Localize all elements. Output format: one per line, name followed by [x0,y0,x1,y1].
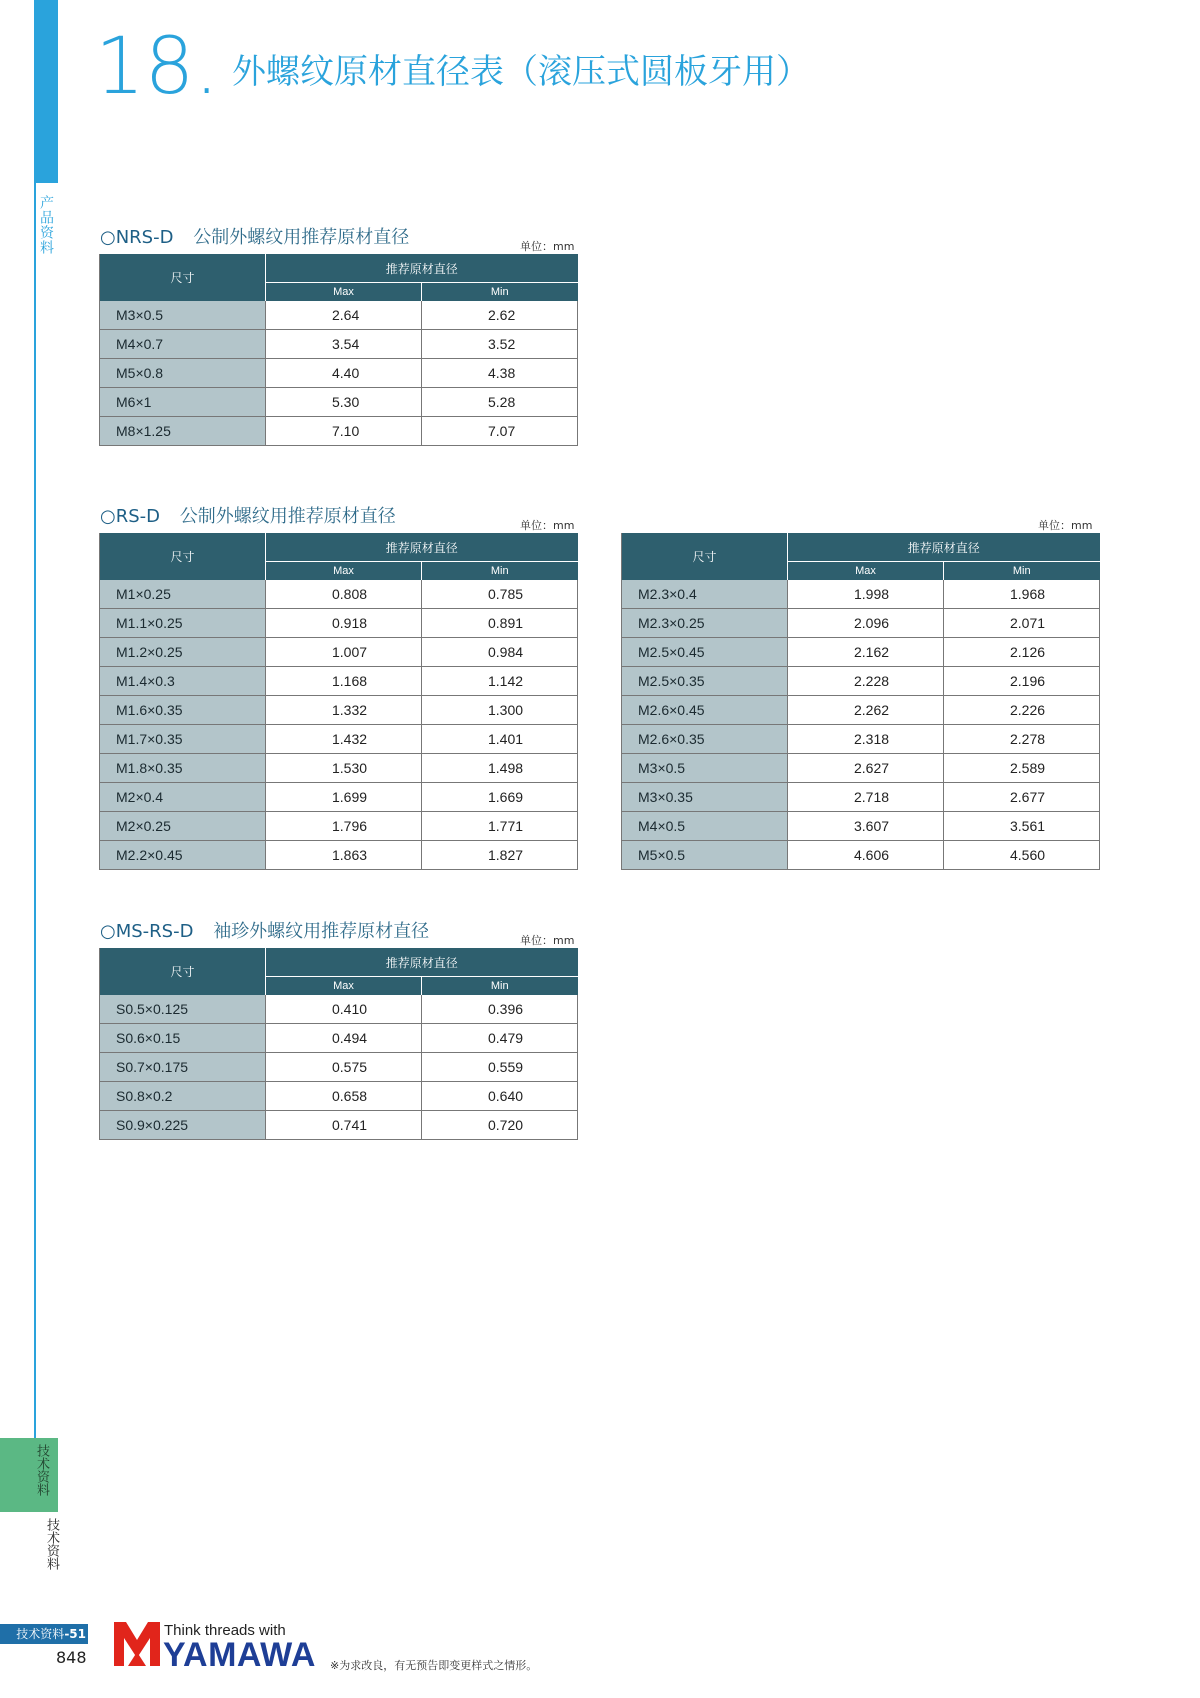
max-cell: 0.575 [266,1053,422,1082]
size-cell: M5×0.8 [100,359,266,388]
max-cell: 1.796 [266,812,422,841]
min-cell: 2.071 [944,609,1100,638]
min-cell: 2.278 [944,725,1100,754]
max-cell: 1.168 [266,667,422,696]
side-tab-label: 技术资料 [34,1444,49,1496]
table-row [100,638,578,667]
section-number: 18. [95,22,220,112]
table-row [622,754,1100,783]
table-row [100,301,578,330]
table-caption: 袖珍外螺纹用推荐原材直径 [213,921,430,942]
max-cell: 0.410 [266,995,422,1024]
max-cell: 2.262 [788,696,944,725]
table-row [622,696,1100,725]
max-cell: 3.54 [266,330,422,359]
table-row [622,667,1100,696]
size-cell: M2.5×0.45 [622,638,788,667]
max-cell: 0.808 [266,580,422,609]
max-cell: 1.332 [266,696,422,725]
min-cell: 5.28 [422,388,578,417]
min-cell: 0.785 [422,580,578,609]
min-cell: 1.827 [422,841,578,870]
size-cell: M4×0.5 [622,812,788,841]
side-label-product: 产品资料 [38,195,54,255]
max-cell: 2.096 [788,609,944,638]
min-cell: 4.38 [422,359,578,388]
table-code: ○NRS-D [100,227,174,248]
table-row [100,1053,578,1082]
max-cell: 2.718 [788,783,944,812]
min-cell: 1.669 [422,783,578,812]
min-cell: 0.984 [422,638,578,667]
size-cell: M1.7×0.35 [100,725,266,754]
table-row [100,812,578,841]
table-row [100,359,578,388]
min-cell: 0.479 [422,1024,578,1053]
footer-section-label: 技术资料 [16,1627,65,1641]
yamawa-logo-icon [114,1622,160,1666]
size-cell: M1×0.25 [100,580,266,609]
max-cell: 1.530 [266,754,422,783]
max-cell: 2.64 [266,301,422,330]
max-cell: 1.863 [266,841,422,870]
min-cell: 1.968 [944,580,1100,609]
size-cell: M5×0.5 [622,841,788,870]
size-cell: M8×1.25 [100,417,266,446]
side-accent-line [34,183,36,1453]
min-cell: 7.07 [422,417,578,446]
min-cell: 1.300 [422,696,578,725]
min-cell: 1.771 [422,812,578,841]
table-row [100,696,578,725]
min-cell: 3.561 [944,812,1100,841]
size-cell: M1.2×0.25 [100,638,266,667]
logo-tagline: Think threads with [164,1622,286,1639]
max-cell: 0.494 [266,1024,422,1053]
col-max-header: Max [266,977,422,996]
max-cell: 3.607 [788,812,944,841]
max-cell: 1.007 [266,638,422,667]
table-row [622,638,1100,667]
max-cell: 5.30 [266,388,422,417]
max-cell: 0.658 [266,1082,422,1111]
size-cell: M1.1×0.25 [100,609,266,638]
min-cell: 1.498 [422,754,578,783]
size-cell: M2.6×0.35 [622,725,788,754]
max-cell: 4.606 [788,841,944,870]
min-cell: 2.196 [944,667,1100,696]
side-accent-bar [34,0,58,183]
table-row [100,1082,578,1111]
size-cell: M4×0.7 [100,330,266,359]
min-cell: 4.560 [944,841,1100,870]
size-cell: M2.5×0.35 [622,667,788,696]
table-title-rs [100,502,396,528]
table-row [100,388,578,417]
col-group-header: 推荐原材直径 [266,948,578,977]
size-cell: S0.6×0.15 [100,1024,266,1053]
col-max-header: Max [266,562,422,581]
footer-section-page: -51 [64,1627,86,1641]
min-cell: 3.52 [422,330,578,359]
col-size-header: 尺寸 [100,533,266,580]
col-group-header: 推荐原材直径 [266,254,578,283]
table-row [100,1024,578,1053]
table-row [100,667,578,696]
col-min-header: Min [422,283,578,302]
unit-label: 单位：mm [1038,519,1093,532]
table-code: ○RS-D [100,506,160,527]
col-max-header: Max [788,562,944,581]
col-size-header: 尺寸 [100,948,266,995]
size-cell: M6×1 [100,388,266,417]
max-cell: 4.40 [266,359,422,388]
table-code: ○MS-RS-D [100,921,194,942]
size-cell: S0.5×0.125 [100,995,266,1024]
size-cell: M2.3×0.4 [622,580,788,609]
size-cell: M2.2×0.45 [100,841,266,870]
max-cell: 0.918 [266,609,422,638]
table-title-nrs [100,223,409,249]
size-cell: M2×0.4 [100,783,266,812]
table-caption: 公制外螺纹用推荐原材直径 [193,227,410,248]
min-cell: 2.589 [944,754,1100,783]
size-cell: M3×0.5 [100,301,266,330]
table-row [622,783,1100,812]
side-label-tech: 技术资料 [44,1518,59,1570]
table-row [100,783,578,812]
col-group-header: 推荐原材直径 [788,533,1100,562]
unit-label: 单位：mm [520,240,575,253]
size-cell: S0.8×0.2 [100,1082,266,1111]
col-min-header: Min [944,562,1100,581]
size-cell: M1.8×0.35 [100,754,266,783]
max-cell: 1.699 [266,783,422,812]
col-size-header: 尺寸 [622,533,788,580]
min-cell: 2.226 [944,696,1100,725]
size-cell: S0.7×0.175 [100,1053,266,1082]
max-cell: 2.162 [788,638,944,667]
max-cell: 2.228 [788,667,944,696]
max-cell: 0.741 [266,1111,422,1140]
col-max-header: Max [266,283,422,302]
table-row [622,725,1100,754]
min-cell: 0.559 [422,1053,578,1082]
table-row [100,1111,578,1140]
page-number: 848 [56,1648,87,1667]
spec-table [99,254,578,446]
min-cell: 1.142 [422,667,578,696]
max-cell: 2.318 [788,725,944,754]
max-cell: 2.627 [788,754,944,783]
unit-label: 单位：mm [520,934,575,947]
table-row [100,995,578,1024]
size-cell: M2.3×0.25 [622,609,788,638]
size-cell: M2.6×0.45 [622,696,788,725]
table-title-msrs [100,917,429,943]
size-cell: M1.6×0.35 [100,696,266,725]
min-cell: 2.62 [422,301,578,330]
size-cell: M3×0.35 [622,783,788,812]
table-row [622,580,1100,609]
side-tab-tech[interactable] [0,1438,58,1512]
min-cell: 1.401 [422,725,578,754]
min-cell: 2.677 [944,783,1100,812]
table-caption: 公制外螺纹用推荐原材直径 [179,506,396,527]
table-row [622,609,1100,638]
spec-table [99,948,578,1140]
footer-section-tag [0,1624,88,1644]
table-row [100,417,578,446]
table-row [100,841,578,870]
min-cell: 0.396 [422,995,578,1024]
min-cell: 2.126 [944,638,1100,667]
table-row [100,609,578,638]
table-row [622,841,1100,870]
max-cell: 1.998 [788,580,944,609]
min-cell: 0.891 [422,609,578,638]
col-group-header: 推荐原材直径 [266,533,578,562]
table-row [622,812,1100,841]
unit-label: 单位：mm [520,519,575,532]
table-row [100,330,578,359]
table-row [100,754,578,783]
max-cell: 7.10 [266,417,422,446]
size-cell: M3×0.5 [622,754,788,783]
col-min-header: Min [422,977,578,996]
section-title: 外螺纹原材直径表（滚压式圆板牙用） [232,52,810,92]
spec-table [99,533,578,870]
col-min-header: Min [422,562,578,581]
footer-note: ※为求改良，有无预告即变更样式之情形。 [330,1659,538,1672]
table-row [100,580,578,609]
max-cell: 1.432 [266,725,422,754]
col-size-header: 尺寸 [100,254,266,301]
size-cell: M1.4×0.3 [100,667,266,696]
spec-table [621,533,1100,870]
size-cell: M2×0.25 [100,812,266,841]
min-cell: 0.640 [422,1082,578,1111]
logo-wordmark: YAMAWA [163,1636,316,1674]
min-cell: 0.720 [422,1111,578,1140]
size-cell: S0.9×0.225 [100,1111,266,1140]
table-row [100,725,578,754]
